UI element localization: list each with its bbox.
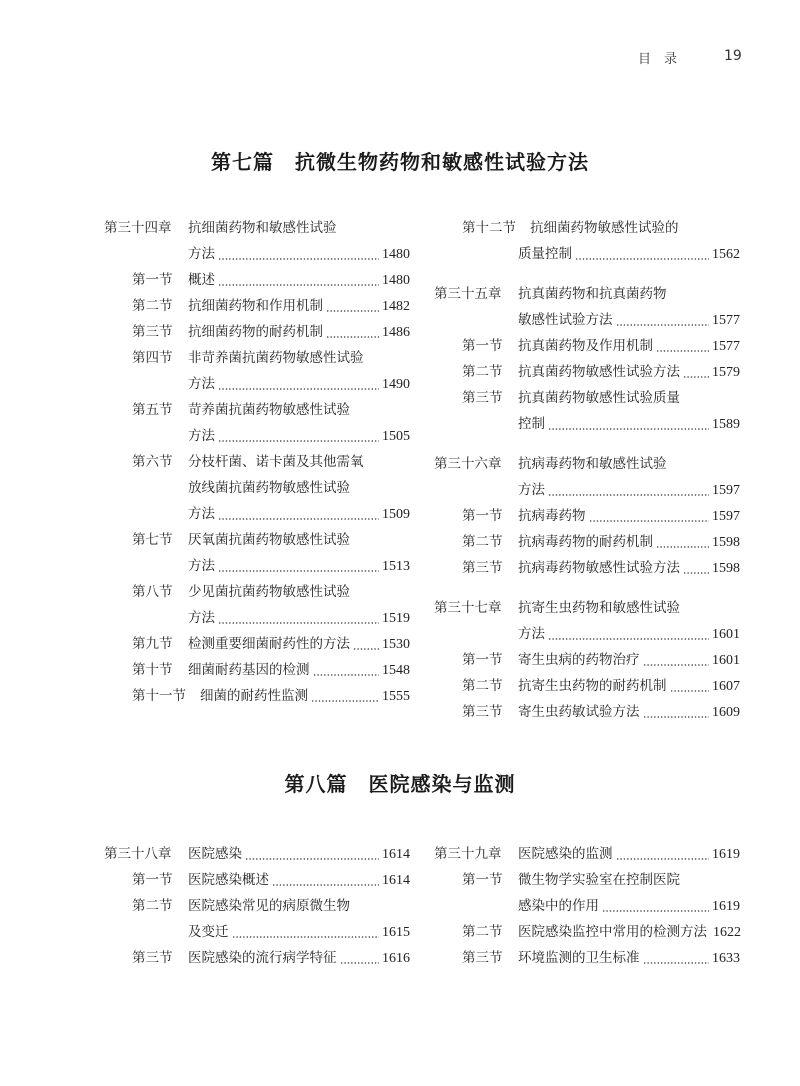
section-number: 第二节	[462, 924, 503, 940]
section-number: 第一节	[462, 652, 503, 668]
toc-entry[interactable]	[104, 685, 410, 707]
toc-entry[interactable]	[434, 921, 740, 943]
page-reference: 1589	[712, 417, 740, 432]
toc-entry[interactable]	[104, 843, 410, 865]
page-reference: 1505	[382, 429, 410, 444]
entry-title: 医院感染监控中常用的检测方法	[518, 924, 707, 940]
chapter-number: 第三十五章	[434, 286, 502, 302]
toc-entry[interactable]	[434, 361, 740, 383]
section-number: 第十一节	[132, 688, 186, 704]
page-reference: 1480	[382, 273, 410, 288]
dot-leader	[643, 962, 710, 964]
toc-entry[interactable]	[104, 581, 410, 603]
section-number: 第一节	[132, 872, 173, 888]
toc-entry[interactable]	[434, 869, 740, 891]
section-number: 第一节	[462, 508, 503, 524]
page-reference: 1555	[382, 689, 410, 704]
entry-title: 抗病毒药物和敏感性试验	[518, 456, 667, 472]
toc-entry[interactable]	[104, 295, 410, 317]
toc-entry[interactable]	[434, 623, 740, 645]
chapter-number: 第三十七章	[434, 600, 502, 616]
entry-title: 环境监测的卫生标准	[518, 950, 640, 966]
page-reference: 1622	[713, 925, 741, 940]
dot-leader	[340, 962, 380, 964]
toc-entry[interactable]	[434, 387, 740, 409]
toc-entry[interactable]	[434, 335, 740, 357]
page-reference: 1577	[712, 313, 740, 328]
entry-title: 方法	[188, 246, 215, 262]
dot-leader	[548, 638, 709, 640]
dot-leader	[575, 258, 709, 260]
toc-entry[interactable]	[104, 243, 410, 265]
entry-title: 抗真菌药物敏感性试验方法	[518, 364, 680, 380]
toc-entry[interactable]	[434, 649, 740, 671]
toc-entry[interactable]	[104, 477, 410, 499]
toc-entry[interactable]	[434, 557, 740, 579]
page-reference: 1609	[712, 705, 740, 720]
entry-title: 医院感染概述	[188, 872, 269, 888]
toc-entry[interactable]	[434, 453, 740, 475]
section-number: 第三节	[132, 324, 173, 340]
dot-leader	[548, 494, 709, 496]
entry-title: 抗细菌药物和敏感性试验	[188, 220, 337, 236]
page-reference: 1616	[382, 951, 410, 966]
toc-entry[interactable]	[104, 921, 410, 943]
entry-title: 控制	[518, 416, 545, 432]
toc-entry[interactable]	[434, 701, 740, 723]
entry-title: 及变迁	[188, 924, 229, 940]
dot-leader	[218, 570, 379, 572]
toc-entry[interactable]	[434, 531, 740, 553]
toc-entry[interactable]	[434, 597, 740, 619]
entry-title: 细菌耐药基因的检测	[188, 662, 310, 678]
entry-title: 质量控制	[518, 246, 572, 262]
entry-title: 医院感染常见的病原微生物	[188, 898, 350, 914]
toc-entry[interactable]	[434, 309, 740, 331]
entry-title: 抗真菌药物及作用机制	[518, 338, 653, 354]
toc-entry[interactable]	[434, 947, 740, 969]
entry-title: 抗寄生虫药物和敏感性试验	[518, 600, 680, 616]
dot-leader	[548, 428, 709, 430]
page-reference: 1614	[382, 873, 410, 888]
section-number: 第十节	[132, 662, 173, 678]
running-header-section: 目 录	[638, 52, 678, 67]
toc-entry[interactable]	[104, 217, 410, 239]
entry-title: 抗寄生虫药物的耐药机制	[518, 678, 667, 694]
section-number: 第九节	[132, 636, 173, 652]
part-title: 第八篇 医院感染与监测	[284, 772, 516, 796]
dot-leader	[643, 716, 710, 718]
section-number: 第三节	[462, 704, 503, 720]
section-number: 第三节	[132, 950, 173, 966]
dot-leader	[670, 690, 710, 692]
dot-leader	[616, 324, 710, 326]
section-number: 第一节	[462, 872, 503, 888]
entry-title: 方法	[518, 482, 545, 498]
section-number: 第六节	[132, 454, 173, 470]
toc-entry[interactable]	[104, 373, 410, 395]
toc-entry[interactable]	[104, 269, 410, 291]
dot-leader	[643, 664, 710, 666]
toc-entry[interactable]	[104, 529, 410, 551]
section-number: 第二节	[462, 678, 503, 694]
dot-leader	[218, 518, 379, 520]
toc-entry[interactable]	[434, 843, 740, 865]
page-reference: 1480	[382, 247, 410, 262]
entry-title: 放线菌抗菌药物敏感性试验	[188, 480, 350, 496]
toc-entry[interactable]	[434, 413, 740, 435]
page-reference: 1614	[382, 847, 410, 862]
dot-leader	[683, 376, 709, 378]
toc-entry[interactable]	[104, 607, 410, 629]
dot-leader	[616, 858, 710, 860]
dot-leader	[218, 258, 379, 260]
section-number: 第二节	[462, 364, 503, 380]
entry-title: 抗病毒药物敏感性试验方法	[518, 560, 680, 576]
entry-title: 概述	[188, 272, 215, 288]
toc-entry[interactable]	[104, 451, 410, 473]
page-reference: 1598	[712, 561, 740, 576]
dot-leader	[245, 858, 379, 860]
page-number: 19	[724, 48, 742, 64]
entry-title: 感染中的作用	[518, 898, 599, 914]
entry-title: 方法	[188, 558, 215, 574]
toc-entry[interactable]	[104, 869, 410, 891]
dot-leader	[218, 440, 379, 442]
toc-entry[interactable]	[104, 425, 410, 447]
page-reference: 1597	[712, 483, 740, 498]
entry-title: 非苛养菌抗菌药物敏感性试验	[188, 350, 364, 366]
toc-entry[interactable]	[104, 659, 410, 681]
section-number: 第四节	[132, 350, 173, 366]
page-reference: 1482	[382, 299, 410, 314]
entry-title: 抗细菌药物敏感性试验的	[530, 220, 679, 236]
page-reference: 1633	[712, 951, 740, 966]
entry-title: 厌氧菌抗菌药物敏感性试验	[188, 532, 350, 548]
page-reference: 1486	[382, 325, 410, 340]
page-reference: 1562	[712, 247, 740, 262]
entry-title: 少见菌抗菌药物敏感性试验	[188, 584, 350, 600]
dot-leader	[353, 648, 379, 650]
part-title: 第七篇 抗微生物药物和敏感性试验方法	[211, 150, 589, 174]
toc-entry[interactable]	[434, 505, 740, 527]
entry-title: 方法	[188, 428, 215, 444]
entry-title: 方法	[188, 506, 215, 522]
toc-entry[interactable]	[434, 895, 740, 917]
entry-title: 敏感性试验方法	[518, 312, 613, 328]
chapter-number: 第三十八章	[104, 846, 172, 862]
entry-title: 微生物学实验室在控制医院	[518, 872, 680, 888]
section-number: 第三节	[462, 390, 503, 406]
entry-title: 细菌的耐药性监测	[200, 688, 308, 704]
toc-entry[interactable]	[434, 675, 740, 697]
section-number: 第五节	[132, 402, 173, 418]
section-number: 第三节	[462, 950, 503, 966]
toc-entry[interactable]	[104, 895, 410, 917]
entry-title: 检测重要细菌耐药性的方法	[188, 636, 350, 652]
page-reference: 1577	[712, 339, 740, 354]
dot-leader	[589, 520, 710, 522]
entry-title: 苛养菌抗菌药物敏感性试验	[188, 402, 350, 418]
entry-title: 医院感染的监测	[518, 846, 613, 862]
entry-title: 抗病毒药物的耐药机制	[518, 534, 653, 550]
section-number: 第二节	[462, 534, 503, 550]
dot-leader	[232, 936, 380, 938]
toc-entry[interactable]	[434, 479, 740, 501]
toc-entry[interactable]	[434, 243, 740, 265]
entry-title: 方法	[188, 376, 215, 392]
chapter-number: 第三十九章	[434, 846, 502, 862]
chapter-number: 第三十六章	[434, 456, 502, 472]
section-number: 第一节	[462, 338, 503, 354]
dot-leader	[218, 284, 379, 286]
page-reference: 1509	[382, 507, 410, 522]
section-number: 第七节	[132, 532, 173, 548]
dot-leader	[313, 674, 380, 676]
page-reference: 1597	[712, 509, 740, 524]
dot-leader	[272, 884, 379, 886]
dot-leader	[656, 546, 709, 548]
entry-title: 医院感染	[188, 846, 242, 862]
dot-leader	[683, 572, 709, 574]
page-reference: 1619	[712, 847, 740, 862]
page-reference: 1619	[712, 899, 740, 914]
entry-title: 抗细菌药物的耐药机制	[188, 324, 323, 340]
toc-entry[interactable]	[434, 217, 740, 239]
chapter-number: 第三十四章	[104, 220, 172, 236]
entry-title: 抗细菌药物和作用机制	[188, 298, 323, 314]
entry-title: 抗真菌药物和抗真菌药物	[518, 286, 667, 302]
dot-leader	[656, 350, 709, 352]
dot-leader	[326, 310, 379, 312]
entry-title: 分枝杆菌、诺卡菌及其他需氧	[188, 454, 364, 470]
toc-entry[interactable]	[104, 503, 410, 525]
dot-leader	[326, 336, 379, 338]
entry-title: 寄生虫药敏试验方法	[518, 704, 640, 720]
section-number: 第一节	[132, 272, 173, 288]
entry-title: 抗真菌药物敏感性试验质量	[518, 390, 680, 406]
toc-entry[interactable]	[104, 947, 410, 969]
dot-leader	[218, 388, 379, 390]
page-reference: 1615	[382, 925, 410, 940]
toc-entry[interactable]	[104, 321, 410, 343]
section-number: 第三节	[462, 560, 503, 576]
page-reference: 1490	[382, 377, 410, 392]
dot-leader	[602, 910, 709, 912]
entry-title: 医院感染的流行病学特征	[188, 950, 337, 966]
toc-entry[interactable]	[104, 347, 410, 369]
page-reference: 1519	[382, 611, 410, 626]
page-reference: 1601	[712, 627, 740, 642]
page-reference: 1579	[712, 365, 740, 380]
page-reference: 1530	[382, 637, 410, 652]
entry-title: 寄生虫病的药物治疗	[518, 652, 640, 668]
toc-entry[interactable]	[104, 399, 410, 421]
page-reference: 1598	[712, 535, 740, 550]
dot-leader	[218, 622, 379, 624]
section-number: 第十二节	[462, 220, 516, 236]
entry-title: 方法	[518, 626, 545, 642]
toc-entry[interactable]	[434, 283, 740, 305]
section-number: 第二节	[132, 898, 173, 914]
page-reference: 1548	[382, 663, 410, 678]
dot-leader	[311, 700, 379, 702]
page-reference: 1607	[712, 679, 740, 694]
section-number: 第二节	[132, 298, 173, 314]
page-reference: 1601	[712, 653, 740, 668]
section-number: 第八节	[132, 584, 173, 600]
entry-title: 抗病毒药物	[518, 508, 586, 524]
page-reference: 1513	[382, 559, 410, 574]
toc-entry[interactable]	[104, 633, 410, 655]
entry-title: 方法	[188, 610, 215, 626]
toc-entry[interactable]	[104, 555, 410, 577]
